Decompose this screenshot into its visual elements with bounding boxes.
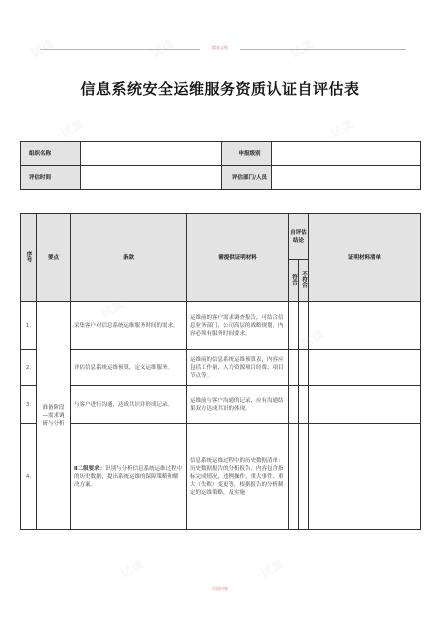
row-conform-cell[interactable] xyxy=(289,386,299,424)
row-evidence-cell[interactable] xyxy=(309,350,421,386)
row-nonconform-cell[interactable] xyxy=(299,302,309,350)
row-clause-level: Ⅱ二级要求： xyxy=(74,465,106,472)
col-conform-header xyxy=(289,260,299,302)
col-nonconform-label: 不符合 xyxy=(301,270,307,288)
row-clause xyxy=(71,424,187,530)
watermark: 试读 xyxy=(258,557,287,581)
row-nonconform-cell[interactable] xyxy=(299,350,309,386)
eval-time-label: 评估时间 xyxy=(21,166,81,190)
watermark: 试读 xyxy=(118,557,147,581)
col-clause-header: 条款 xyxy=(71,214,187,302)
table-row xyxy=(21,350,421,386)
row-nonconform-cell[interactable] xyxy=(299,386,309,424)
row-nonconform-cell[interactable] xyxy=(299,424,309,530)
row-clause: 与客户进行沟通，达成共识并形成记录。 xyxy=(71,386,187,424)
row-idx: 3. xyxy=(21,386,37,424)
col-self-eval-header: 自评估结论 xyxy=(289,214,309,260)
watermark: 试读 xyxy=(288,37,317,61)
row-evidence-cell[interactable] xyxy=(309,386,421,424)
col-conform-label: 符合 xyxy=(291,273,297,285)
col-idx-label: 序号 xyxy=(25,250,32,262)
watermark: 试读 xyxy=(58,117,87,141)
watermark: 试读 xyxy=(98,297,127,321)
info-row-time xyxy=(21,166,421,190)
eval-dept-label: 评估部门/人员 xyxy=(222,166,272,190)
level-value[interactable] xyxy=(272,142,421,166)
col-point-header: 要点 xyxy=(37,214,71,302)
row-conform-cell[interactable] xyxy=(289,424,299,530)
row-conform-cell[interactable] xyxy=(289,350,299,386)
col-nonconform-header xyxy=(299,260,309,302)
watermark: 试读 xyxy=(148,37,177,61)
row-clause: 采集客户对信息系统运维服务时间的需求。 xyxy=(71,302,187,350)
row-evidence-cell[interactable] xyxy=(309,302,421,350)
eval-time-value[interactable] xyxy=(81,166,222,190)
watermark: 试读 xyxy=(28,37,57,61)
row-material: 运维前的客户需求调查报告，可结合信息业务部门、公司高层的战略规划，内容必须有服务时间要求。 xyxy=(187,302,289,350)
row-material: 运维前与客户沟通的记录，应有沟通结果双方达成共识的体现。 xyxy=(187,386,289,424)
category-cell: 准备阶段—需求调研与分析 xyxy=(37,302,71,530)
row-idx: 1. xyxy=(21,302,37,350)
col-evidence-header: 证明材料清单 xyxy=(309,214,421,302)
table-row xyxy=(21,424,421,530)
header-mark: 精品文档 xyxy=(200,43,240,53)
org-name-label: 组织名称 xyxy=(21,142,81,166)
header-row-1 xyxy=(21,214,421,260)
table-row xyxy=(21,302,421,350)
info-table xyxy=(20,141,421,190)
col-idx-header xyxy=(21,214,37,302)
info-row-org xyxy=(21,142,421,166)
assessment-table xyxy=(20,213,421,530)
row-idx: 4. xyxy=(21,424,37,530)
table-row xyxy=(21,386,421,424)
org-name-value[interactable] xyxy=(81,142,222,166)
row-idx: 2. xyxy=(21,350,37,386)
col-material-header: 需提供证明材料 xyxy=(187,214,289,302)
row-evidence-cell[interactable] xyxy=(309,424,421,530)
watermark: 试读 xyxy=(298,327,327,351)
row-clause-text: 识别与分析信息系统运维过程中的历史数据，提出系统运维的保障策略和解决方案。 xyxy=(74,465,183,488)
row-conform-cell[interactable] xyxy=(289,302,299,350)
level-label: 申报级别 xyxy=(222,142,272,166)
eval-dept-value[interactable] xyxy=(272,166,421,190)
footer-mark: 页眉内容 xyxy=(212,586,228,591)
row-material: 信息系统运维过程中的历史数据清单：历史数据报告的分析报告，内容包含指标完成情况，违例操作、重大事件、重大（失败）变更等，根据报告的分析制定的运维策略，及实施 xyxy=(187,424,289,530)
page-title: 信息系统安全运维服务资质认证自评估表 xyxy=(80,80,360,98)
row-clause: 评估信息系统运维预算，定义运维服务。 xyxy=(71,350,187,386)
watermark: 试读 xyxy=(328,117,357,141)
row-material: 运维前的信息系统运维预算表，内容应包括工作量、人力资源项目经费、项目节点等。 xyxy=(187,350,289,386)
